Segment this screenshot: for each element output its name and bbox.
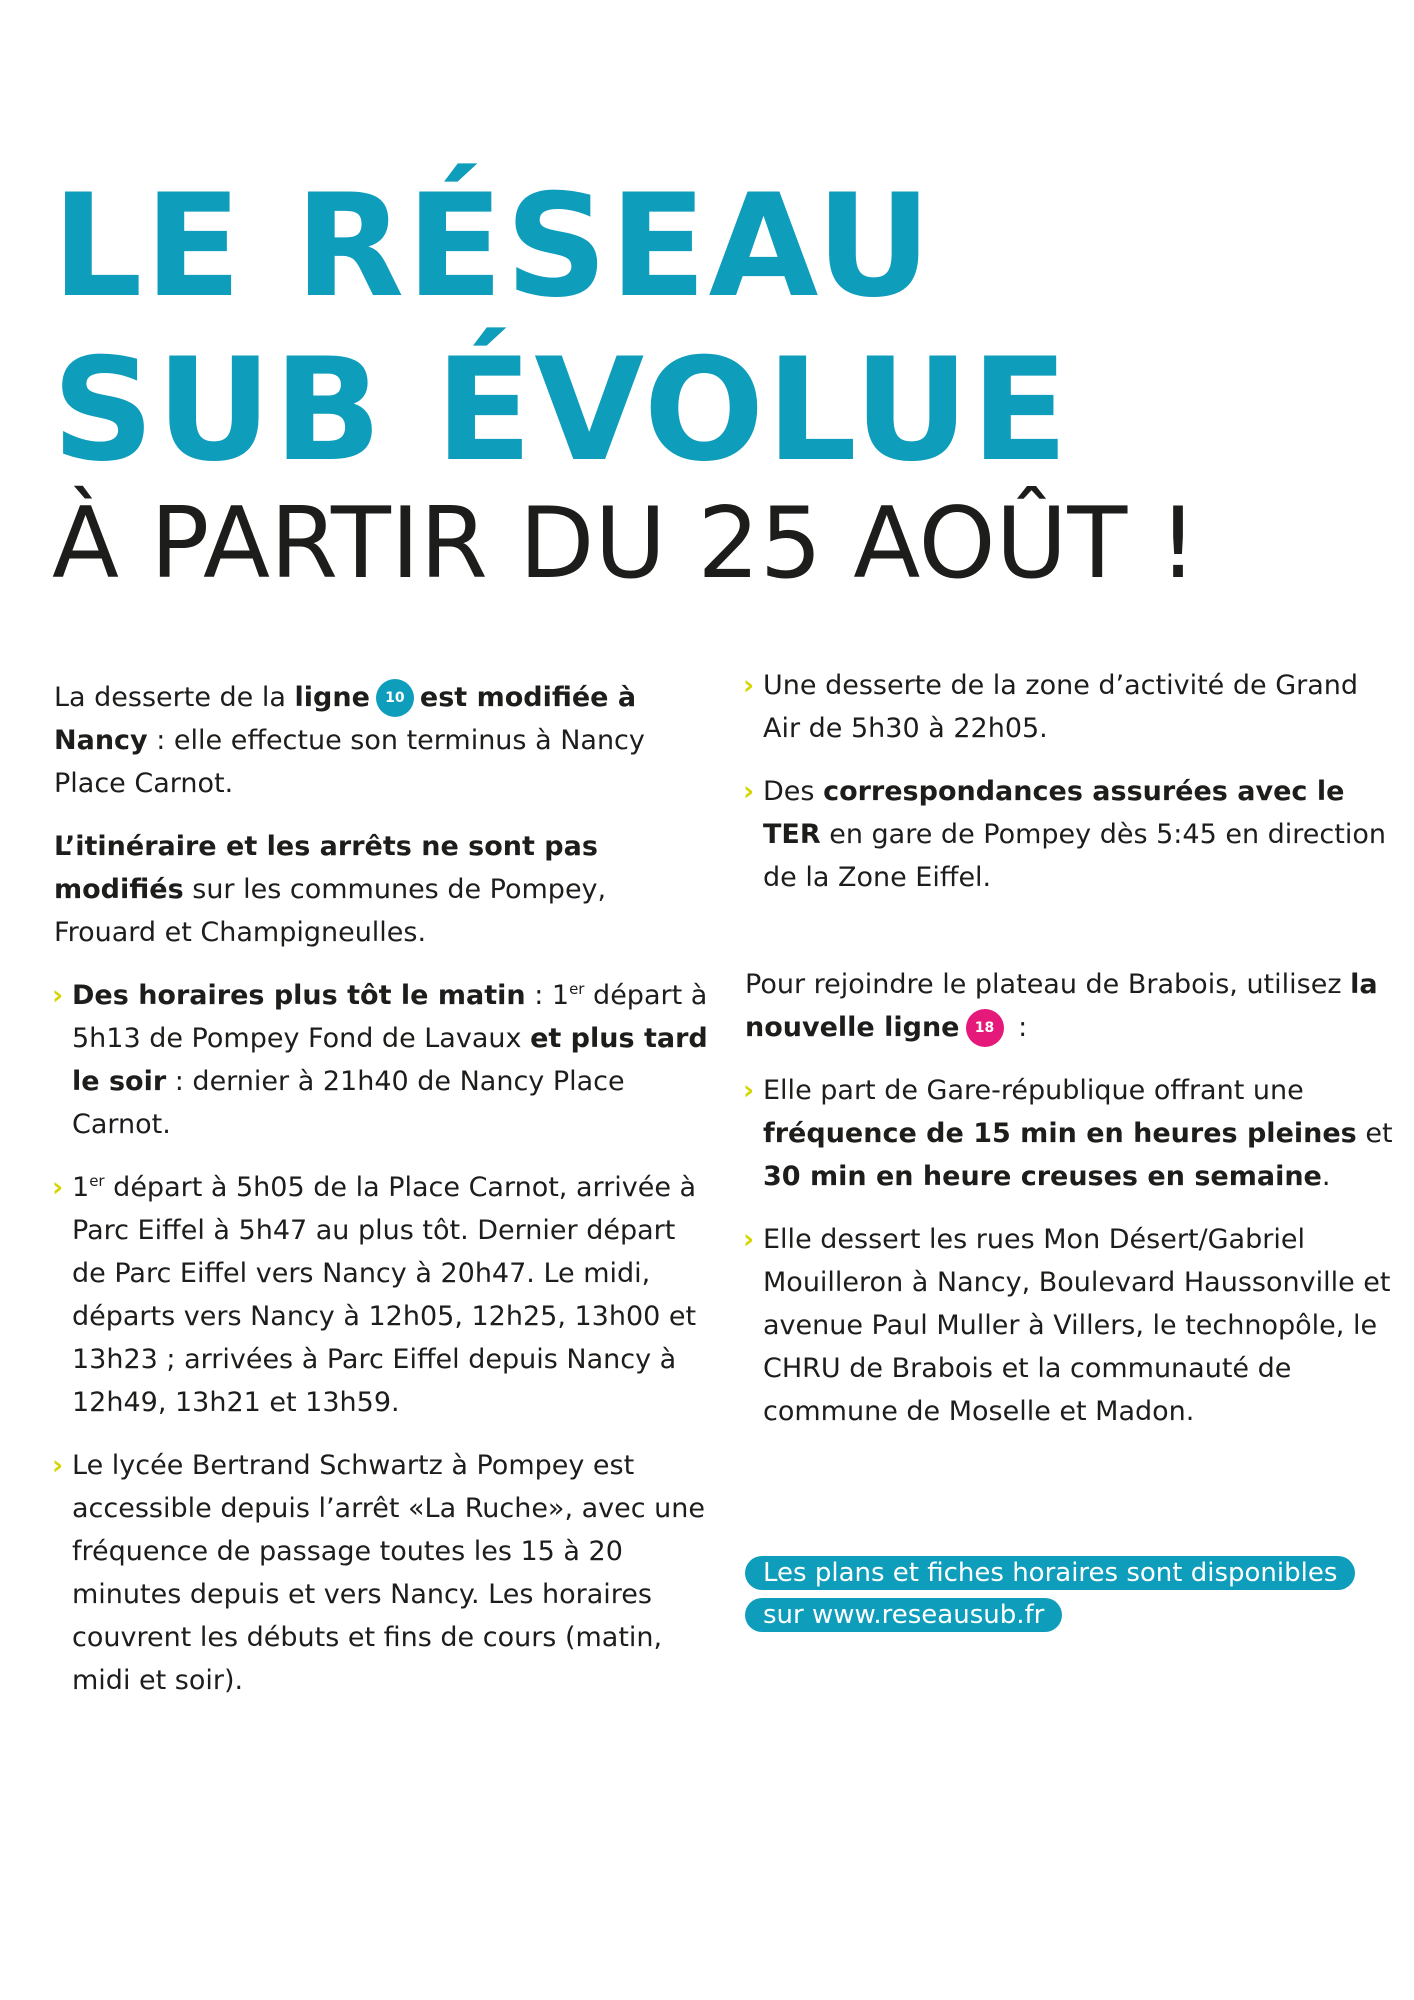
itinerary-paragraph [54,825,714,954]
title-line-2: SUB ÉVOLUE [52,328,1071,493]
right-bullet3-bold-2: 30 min en heure creuses en semaine [763,1161,1322,1192]
right-bullet3-text: Elle part de Gare-république offrant une [763,1075,1304,1106]
itinerary-bold: L’itinéraire et les arrêts ne sont pas modifiés [54,831,598,905]
info-pill-line-1: Les plans et fiches horaires sont disponibles [745,1556,1355,1590]
right-column [745,664,1395,1453]
right-bullet2-bold: correspondances assurées avec le TER [763,776,1345,850]
intro-text-end: : elle effectue son terminus à Nancy Place Carnot. [54,725,645,799]
intro-bold-modified: est modifiée à Nancy [54,682,637,756]
bullet2-text-2: départ à 5h05 de la Place Carnot, arrivée à Parc Eiffel à 5h47 au plus tôt. Dernier départ de Parc Eiffel vers Nancy à 20h47. Le midi, départs vers Nancy à 12h05, 12h25, 13h00 et 13h23 ; arrivées à Parc Eiffel depuis Nancy à 12h49, 13h21 et 13h59. [72,1172,697,1418]
right-bullet1-text: Une desserte de la zone d’activité de Grand Air de 5h30 à 22h05. [763,670,1359,744]
bullet-frequency [745,1069,1395,1198]
right-bullet2-text: Des [763,776,824,807]
title-line-1: LE RÉSEAU [52,164,934,329]
title-line-3: À PARTIR DU 25 AOÛT ! [52,487,1198,601]
brabois-colon: : [1009,1012,1028,1043]
info-box [745,1556,1355,1632]
right-bullet4-text: Elle dessert les rues Mon Désert/Gabriel Mouilleron à Nancy, Boulevard Haussonville et avenue Paul Muller à Villers, le technopôle, le CHRU de Brabois et la communauté de commune de Moselle et Madon. [763,1224,1391,1427]
bullet1-text-2: départ à 5h13 de Pompey Fond de Lavaux [72,980,708,1054]
chevron-right-icon: › [743,1224,755,1255]
website-link[interactable]: sur www.reseausub.fr [745,1598,1062,1632]
left-column [54,676,714,1722]
line-10-badge: 10 [376,679,414,717]
brabois-text: Pour rejoindre le plateau de Brabois, utilisez [745,969,1351,1000]
chevron-right-icon: › [52,1172,64,1203]
itinerary-text: sur les communes de Pompey, Frouard et Champigneulles. [54,874,607,948]
chevron-right-icon: › [743,670,755,701]
bullet-grand-air [745,664,1395,750]
bullet1-text: : 1 [525,980,570,1011]
bullet1-bold-2: et plus tard le soir [72,1023,708,1097]
bullet1-text-3: : dernier à 21h40 de Nancy Place Carnot. [72,1066,625,1140]
chevron-right-icon: › [743,1075,755,1106]
bullet-route [745,1218,1395,1433]
bullet-lycee [54,1444,714,1702]
intro-bold-line: ligne [294,682,370,713]
bullet2-text: 1 [72,1172,90,1203]
bullet1-sup: er [569,980,585,998]
intro-paragraph [54,676,714,805]
line-18-badge: 18 [966,1009,1004,1047]
bullet2-sup: er [89,1172,105,1190]
right-bullet3-text-3: . [1321,1161,1331,1192]
chevron-right-icon: › [52,980,64,1011]
brabois-bold: la nouvelle ligne [745,969,1378,1043]
right-bullet3-bold: fréquence de 15 min en heures pleines [763,1118,1357,1149]
bullet1-bold: Des horaires plus tôt le matin [72,980,526,1011]
right-bullet2-text-2: en gare de Pompey dès 5:45 en direction de la Zone Eiffel. [763,819,1386,893]
brabois-paragraph [745,963,1395,1049]
bullet-ter [745,770,1395,899]
chevron-right-icon: › [52,1450,64,1481]
bullet-parc-eiffel [54,1166,714,1424]
bullet-early-late [54,974,714,1146]
bullet3-text: Le lycée Bertrand Schwartz à Pompey est accessible depuis l’arrêt «La Ruche», avec une fréquence de passage toutes les 15 à 20 minutes depuis et vers Nancy. Les horaires couvrent les débuts et fins de cours (matin, midi et soir). [72,1450,706,1696]
intro-text: La desserte de la [54,682,295,713]
chevron-right-icon: › [743,776,755,807]
right-bullet3-text-2: et [1356,1118,1393,1149]
